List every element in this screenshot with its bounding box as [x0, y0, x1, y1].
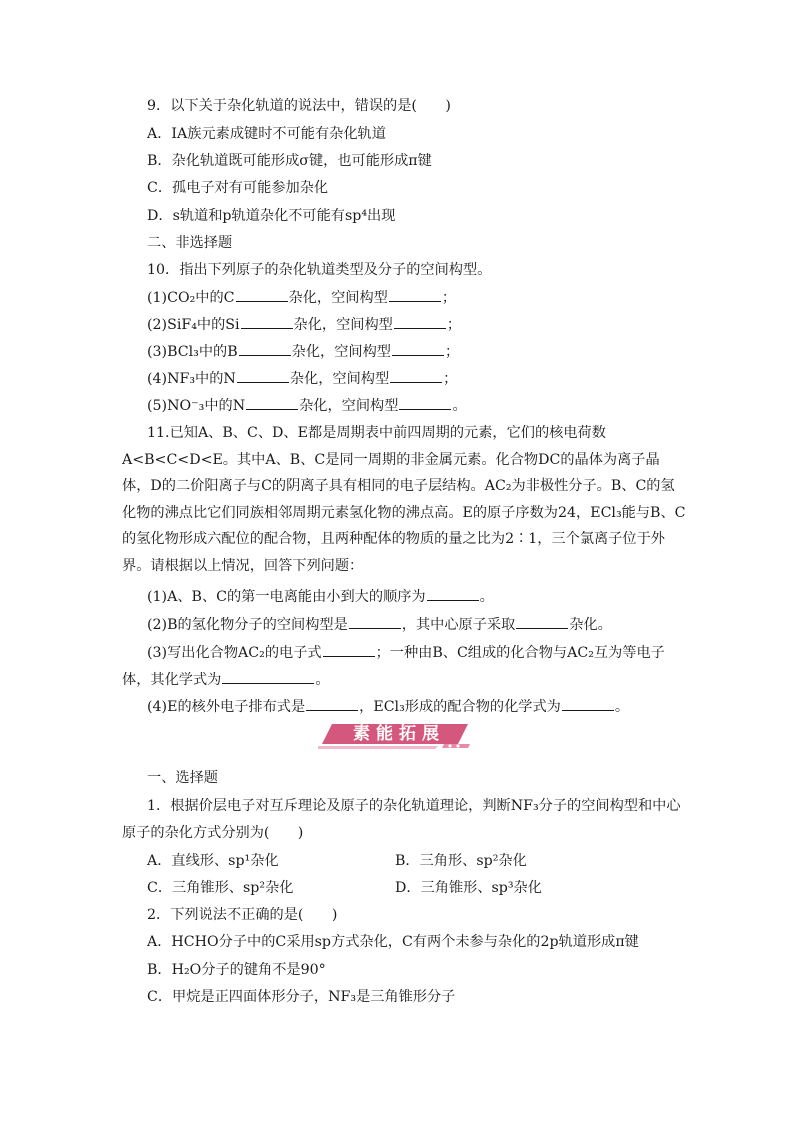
q11-sub-2 — [147, 614, 687, 635]
q11-sub-2-end: 杂化。 — [569, 617, 612, 633]
q10-item-1-mid: 杂化，空间构型 — [288, 290, 388, 306]
section-heading-non-choice: 二、非选择题 — [147, 235, 233, 251]
answer-blank — [236, 287, 288, 302]
q9-option-b: B．杂化轨道既可能形成σ键，也可能形成π键 — [147, 153, 432, 169]
q11-sub-1 — [147, 586, 687, 607]
answer-blank — [306, 696, 358, 711]
q10-stem: 10．指出下列原子的杂化轨道类型及分子的空间构型。 — [147, 262, 492, 278]
p2-stem: 2．下列说法不正确的是( ) — [147, 907, 338, 923]
q11-sub-3-end: 。 — [315, 672, 330, 688]
answer-blank — [516, 614, 568, 629]
q10-item-3-mid: 杂化，空间构型 — [291, 344, 391, 360]
p2-option-b: B．H₂O分子的键角不是90° — [147, 962, 326, 978]
p1-option-b: B．三角形、sp²杂化 — [395, 853, 527, 869]
p1-option-d: D．三角锥形、sp³杂化 — [395, 880, 542, 896]
answer-blank — [323, 642, 375, 657]
answer-blank — [239, 341, 291, 356]
q11-sub-1-end: 。 — [479, 589, 494, 605]
q10-item-4 — [147, 368, 687, 389]
answer-blank — [562, 696, 614, 711]
q10-item-2-pre: (2)SiF₄中的Si — [147, 317, 240, 333]
q11-sub-3 — [147, 642, 687, 663]
banner-title: 素能拓展 — [353, 724, 445, 744]
q11-sub-2-pre: (2)B的氢化物分子的空间构型是 — [147, 617, 348, 633]
q10-item-3-end: ； — [445, 344, 460, 360]
q10-item-5 — [147, 395, 687, 416]
answer-blank — [246, 395, 298, 410]
section-banner — [318, 722, 480, 750]
p1-option-c: C．三角锥形、sp²杂化 — [147, 880, 294, 896]
q11-sub-3-pre: (3)写出化合物AC₂的电子式 — [147, 645, 322, 661]
answer-blank — [390, 368, 442, 383]
answer-blank — [399, 395, 451, 410]
p2-option-a: A．HCHO分子中的C采用sp方式杂化，C有两个未参与杂化的2p轨道形成π键 — [147, 934, 639, 950]
q10-item-5-end: 。 — [452, 398, 467, 414]
section-heading-choice: 一、选择题 — [147, 770, 218, 786]
answer-blank — [389, 287, 441, 302]
q10-item-4-mid: 杂化，空间构型 — [289, 371, 390, 387]
answer-blank — [394, 314, 446, 329]
q10-item-1 — [147, 287, 687, 308]
q11-sub-4-mid: ，ECl₃形成的配合物的化学式为 — [359, 699, 561, 715]
answer-blank — [427, 586, 479, 601]
q11-sub-2-mid: ，其中心原子采取 — [401, 617, 516, 633]
p1-stem-line2: 原子的杂化方式分别为( ) — [122, 825, 304, 841]
q10-item-1-end: ； — [441, 290, 457, 306]
q10-item-4-end: ； — [443, 371, 458, 387]
answer-blank — [237, 368, 289, 383]
p1-options-row-2 — [147, 878, 687, 898]
q11-sub-3-mid: ；一种由B、C组成的化合物与AC₂互为等电子 — [375, 645, 665, 661]
q10-item-5-pre: (5)NO⁻₃中的N — [147, 398, 246, 414]
q10-item-5-mid: 杂化，空间构型 — [299, 398, 399, 414]
answer-blank — [349, 614, 401, 629]
q10-item-2 — [147, 314, 687, 335]
answer-blank — [392, 341, 444, 356]
q9-option-c: C．孤电子对有可能参加杂化 — [147, 180, 329, 196]
q9-option-d: D．s轨道和p轨道杂化不可能有sp⁴出现 — [147, 208, 396, 224]
banner-underline-left — [318, 746, 438, 749]
p1-option-a: A．直线形、sp¹杂化 — [147, 853, 279, 869]
q11-sub-3-cont: 体，其化学式为 — [122, 672, 222, 688]
q10-item-2-mid: 杂化，空间构型 — [293, 317, 393, 333]
q11-sub-3-continued — [122, 669, 662, 690]
q10-item-3-pre: (3)BCl₃中的B — [147, 344, 238, 360]
answer-blank — [222, 669, 314, 684]
q9-option-a: A．ⅠA族元素成键时不可能有杂化轨道 — [147, 126, 386, 142]
q11-sub-1-pre: (1)A、B、C的第一电离能由小到大的顺序为 — [147, 589, 426, 605]
p1-options-row-1 — [147, 851, 687, 871]
q11-sub-4-end: 。 — [614, 699, 630, 715]
q9-stem: 9．以下关于杂化轨道的说法中，错误的是( ) — [147, 98, 451, 114]
q11-paragraph: 11.已知A、B、C、D、E都是周期表中前四周期的元素，它们的核电荷数A<B<C<D<E。其中A、B、C是同一周期的非金属元素。化合物DC的晶体为离子晶体，D的二价阳离子与C的阴离子具有相同的电子层结构。AC₂为非极性分子。B、C的氢化物的沸点比它们同族相邻周期元素氢化物的沸点高。E的原子序数为24，ECl₃能与B、C的氢化物形成六配位的配合物，且两种配体的物质的量之比为2∶1，三个氯离子位于外界。请根据以上情况，回答下列问题： — [122, 425, 686, 574]
q10-item-3 — [147, 341, 687, 362]
q11-sub-4 — [147, 696, 687, 717]
p1-stem-line1: 1．根据价层电子对互斥理论及原子的杂化轨道理论，判断NF₃分子的空间构型和中心 — [147, 798, 681, 814]
q10-item-2-end: ； — [446, 317, 462, 333]
answer-blank — [241, 314, 293, 329]
p2-option-c: C．甲烷是正四面体形分子，NF₃是三角锥形分子 — [147, 989, 456, 1005]
q10-item-4-pre: (4)NF₃中的N — [147, 371, 236, 387]
q10-item-1-pre: (1)CO₂中的C — [147, 290, 235, 306]
q11-sub-4-pre: (4)E的核外电子排布式是 — [147, 699, 306, 715]
